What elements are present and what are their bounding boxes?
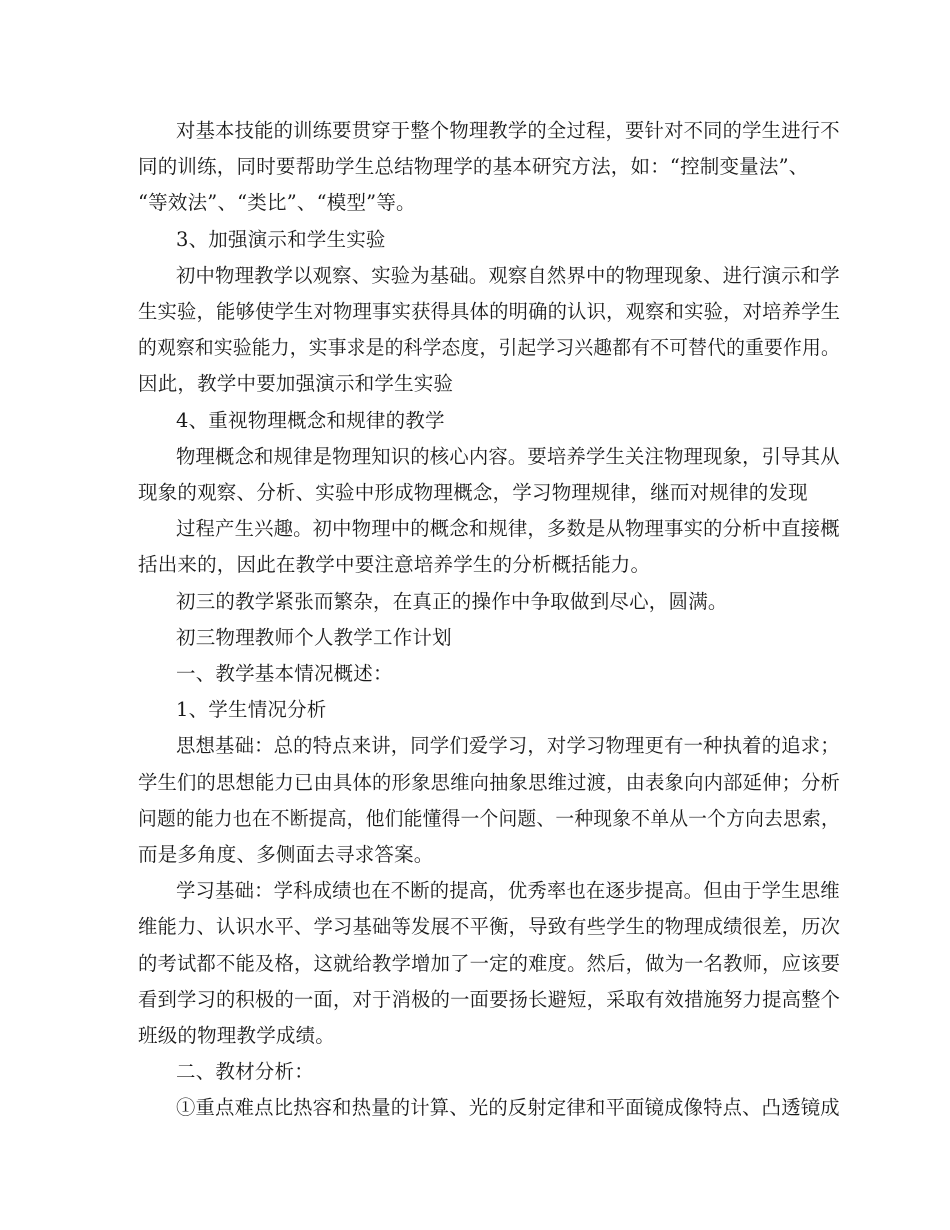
text-line: 同的训练，同时要帮助学生总结物理学的基本研究方法，如：“控制变量法”、 — [138, 155, 809, 178]
text-line: 维能力、认识水平、学习基础等发展不平衡，导致有些学生的物理成绩很差，历次 — [138, 915, 841, 938]
text-line: 学生们的思想能力已由具体的形象思维向抽象思维过渡，由表象向内部延伸；分析 — [138, 771, 841, 794]
text-line: 过程产生兴趣。初中物理中的概念和规律，多数是从物理事实的分析中直接概 — [176, 517, 840, 540]
section-heading: 1、学生情况分析 — [176, 698, 327, 721]
text-line: 的考试都不能及格，这就给教学增加了一定的难度。然后，做为一名教师，应该要 — [138, 952, 841, 975]
text-line: 看到学习的积极的一面，对于消极的一面要扬长避短，采取有效措施努力提高整个 — [138, 988, 841, 1011]
text-line: 括出来的，因此在教学中要注意培养学生的分析概括能力。 — [138, 553, 651, 576]
text-line: 问题的能力也在不断提高，他们能懂得一个问题、一种现象不单从一个方向去思索， — [138, 807, 840, 830]
text-line: “等效法”、“类比”、“模型”等。 — [138, 191, 416, 214]
text-line: 思想基础：总的特点来讲，同学们爱学习，对学习物理更有一种执着的追求； — [176, 734, 840, 757]
text-line: 对基本技能的训练要贯穿于整个物理教学的全过程，要针对不同的学生进行不 — [176, 119, 840, 142]
text-line: 初中物理教学以观察、实验为基础。观察自然界中的物理现象、进行演示和学 — [176, 264, 840, 287]
text-line: 的观察和实验能力，实事求是的科学态度，引起学习兴趣都有不可替代的重要作用。 — [138, 336, 840, 359]
text-line: 初三的教学紧张而繁杂，在真正的操作中争取做到尽心，圆满。 — [176, 590, 728, 613]
section-heading: 4、重视物理概念和规律的教学 — [176, 409, 445, 432]
text-line: 学习基础：学科成绩也在不断的提高，优秀率也在逐步提高。但由于学生思维 — [176, 879, 840, 902]
text-line: 物理概念和规律是物理知识的核心内容。要培养学生关注物理现象，引导其从 — [176, 445, 840, 468]
document-title: 初三物理教师个人教学工作计划 — [176, 626, 452, 649]
text-line: 因此，教学中要加强演示和学生实验 — [138, 372, 454, 395]
section-heading: 一、教学基本情况概述： — [176, 662, 393, 685]
text-line: 现象的观察、分析、实验中形成物理概念，学习物理规律，继而对规律的发现 — [138, 481, 808, 504]
text-line: 班级的物理教学成绩。 — [138, 1024, 336, 1047]
section-heading: 3、加强演示和学生实验 — [176, 228, 386, 251]
text-line: 生实验，能够使学生对物理事实获得具体的明确的认识，观察和实验，对培养学生 — [138, 300, 841, 323]
text-line: 而是多角度、多侧面去寻求答案。 — [138, 843, 434, 866]
section-heading: 二、教材分析： — [176, 1060, 314, 1083]
text-line: ①重点难点比热容和热量的计算、光的反射定律和平面镜成像特点、凸透镜成 — [176, 1096, 840, 1119]
